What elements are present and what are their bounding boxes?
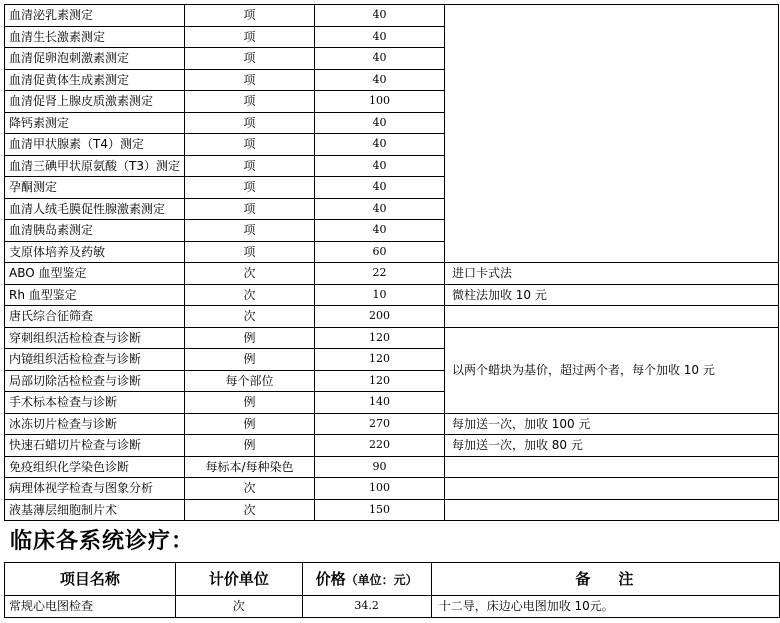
row-price: 10 [314,284,444,306]
row-price: 220 [314,435,444,457]
row-unit: 次 [175,596,302,618]
row-note: 进口卡式法 [444,263,778,285]
row-price: 40 [314,26,444,48]
row-note [444,499,778,521]
row-price: 40 [314,112,444,134]
row-name: 血清促肾上腺皮质激素测定 [5,91,185,113]
price-table-body [5,5,779,521]
row-name: Rh 血型鉴定 [5,284,185,306]
row-unit: 项 [184,26,314,48]
row-price: 100 [314,91,444,113]
row-price: 60 [314,241,444,263]
row-price: 120 [314,370,444,392]
row-name: 局部切除活检检查与诊断 [5,370,185,392]
table-row [5,596,780,618]
row-unit: 例 [184,392,314,414]
row-unit: 例 [184,413,314,435]
table-row [5,456,779,478]
row-unit: 项 [184,48,314,70]
row-name: 支原体培养及药敏 [5,241,185,263]
row-note: 以两个蜡块为基价，超过两个者，每个加收 10 元 [444,327,778,413]
header-name: 项目名称 [5,563,176,596]
row-price: 120 [314,349,444,371]
row-name: 冰冻切片检查与诊断 [5,413,185,435]
row-unit: 每个部位 [184,370,314,392]
row-name: 快速石蜡切片检查与诊断 [5,435,185,457]
row-unit: 例 [184,349,314,371]
row-note: 每加送一次，加收 80 元 [444,435,778,457]
row-name: 常规心电图检查 [5,596,176,618]
table-row [5,263,779,285]
table-row [5,478,779,500]
row-unit: 项 [184,69,314,91]
row-note [444,306,778,328]
row-unit: 次 [184,478,314,500]
table-row [5,327,779,349]
row-note: 十二导，床边心电图加收 10元。 [431,596,779,618]
row-name: 血清生长激素测定 [5,26,185,48]
row-price: 40 [314,198,444,220]
table-header-row [5,563,780,596]
row-name: 液基薄层细胞制片术 [5,499,185,521]
row-note [444,456,778,478]
row-unit: 项 [184,241,314,263]
row-unit: 项 [184,198,314,220]
row-name: 血清泌乳素测定 [5,5,185,27]
header-price-label: 价格 [315,569,346,588]
row-price: 40 [314,69,444,91]
row-name: 唐氏综合征筛查 [5,306,185,328]
row-note: 每加送一次，加收 100 元 [444,413,778,435]
row-name: 降钙素测定 [5,112,185,134]
row-price: 100 [314,478,444,500]
clinical-price-table [4,562,780,618]
header-unit: 计价单位 [175,563,302,596]
row-name: 血清三碘甲状原氨酸（T3）测定 [5,155,185,177]
row-name: 免疫组织化学染色诊断 [5,456,185,478]
table-row [5,284,779,306]
row-price: 34.2 [302,596,431,618]
table-row [5,435,779,457]
row-unit: 次 [184,263,314,285]
row-unit: 项 [184,5,314,27]
row-price: 140 [314,392,444,414]
row-name: 血清人绒毛膜促性腺激素测定 [5,198,185,220]
row-price: 120 [314,327,444,349]
table-row [5,306,779,328]
header-price [302,563,431,596]
row-unit: 例 [184,327,314,349]
row-unit: 例 [184,435,314,457]
row-unit: 每标本/每种染色 [184,456,314,478]
row-note [444,5,778,263]
row-price: 40 [314,155,444,177]
row-price: 22 [314,263,444,285]
row-unit: 次 [184,306,314,328]
header-price-unit: （单位：元） [345,572,418,587]
header-note: 备注 [431,563,779,596]
row-unit: 次 [184,284,314,306]
row-unit: 项 [184,91,314,113]
row-note: 微柱法加收 10 元 [444,284,778,306]
row-name: 血清甲状腺素（T4）测定 [5,134,185,156]
row-unit: 项 [184,220,314,242]
row-unit: 项 [184,134,314,156]
row-price: 40 [314,134,444,156]
row-price: 40 [314,5,444,27]
row-price: 90 [314,456,444,478]
row-name: 血清胰岛素测定 [5,220,185,242]
row-note [444,478,778,500]
row-price: 40 [314,177,444,199]
row-price: 150 [314,499,444,521]
row-price: 270 [314,413,444,435]
row-price: 200 [314,306,444,328]
row-price: 40 [314,48,444,70]
section-title: 临床各系统诊疗： [10,528,195,554]
row-unit: 项 [184,112,314,134]
table-row [5,413,779,435]
price-table [4,4,779,521]
row-name: 内镜组织活检检查与诊断 [5,349,185,371]
row-name: 血清促卵泡刺激素测定 [5,48,185,70]
row-unit: 项 [184,177,314,199]
row-name: ABO 血型鉴定 [5,263,185,285]
row-unit: 项 [184,155,314,177]
row-name: 穿刺组织活检检查与诊断 [5,327,185,349]
row-name: 孕酮测定 [5,177,185,199]
table-row [5,499,779,521]
row-unit: 次 [184,499,314,521]
row-name: 手术标本检查与诊断 [5,392,185,414]
row-name: 病理体视学检查与图象分析 [5,478,185,500]
table-row [5,5,779,27]
row-name: 血清促黄体生成素测定 [5,69,185,91]
row-price: 40 [314,220,444,242]
